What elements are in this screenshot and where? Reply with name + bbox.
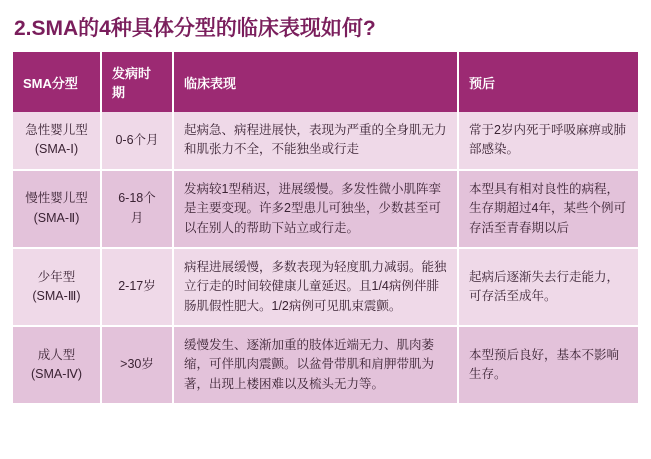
cell-onset: 2-17岁 [101,248,173,326]
table-header-row [13,52,638,112]
cell-prognosis: 本型预后良好，基本不影响生存。 [458,326,638,404]
type-name: 成人型 [37,347,76,362]
cell-type [13,112,101,170]
cell-type [13,248,101,326]
table-row [13,170,638,248]
type-code: (SMA-Ⅱ) [33,210,80,225]
table-row [13,112,638,170]
cell-manifestation: 起病急、病程进展快，表现为严重的全身肌无力和肌张力不全，不能独坐或行走 [173,112,458,170]
table-row [13,248,638,326]
table-row [13,326,638,404]
sma-classification-table [13,52,638,405]
cell-prognosis: 常于2岁内死于呼吸麻痹或肺部感染。 [458,112,638,170]
type-code: (SMA-Ⅲ) [32,288,81,303]
cell-onset: >30岁 [101,326,173,404]
type-code: (SMA-Ⅳ) [30,367,83,382]
cell-manifestation: 缓慢发生、逐渐加重的肢体近端无力、肌肉萎缩，可伴肌肉震颤。以盆骨带肌和肩胛带肌为著，出现上楼困难以及梳头无力等。 [173,326,458,404]
cell-manifestation: 病程进展缓慢，多数表现为轻度肌力减弱。能独立行走的时间较健康儿童延迟。且1/4病例伴腓肠肌假性肥大。1/2病例可见肌束震颤。 [173,248,458,326]
cell-type [13,170,101,248]
type-name: 少年型 [37,269,76,284]
page-title: 2.SMA的4种具体分型的临床表现如何? [14,17,376,40]
cell-onset: 0-6个月 [101,112,173,170]
column-header-manifestation: 临床表现 [173,52,458,112]
cell-type [13,326,101,404]
column-header-onset: 发病时期 [101,52,173,112]
column-header-prognosis: 预后 [458,52,638,112]
type-code: (SMA-Ⅰ) [34,142,79,157]
cell-manifestation: 发病较1型稍迟，进展缓慢。多发性微小肌阵挛是主要变现。许多2型患儿可独坐，少数甚至可以在别人的帮助下站立或行走。 [173,170,458,248]
type-name: 急性婴儿型 [25,123,88,137]
cell-prognosis: 起病后逐渐失去行走能力，可存活至成年。 [458,248,638,326]
column-header-type: SMA分型 [13,52,101,112]
cell-onset: 6-18个月 [101,170,173,248]
type-name: 慢性婴儿型 [25,191,88,206]
cell-prognosis: 本型具有相对良性的病程，生存期超过4年，某些个例可存活至青春期以后 [458,170,638,248]
